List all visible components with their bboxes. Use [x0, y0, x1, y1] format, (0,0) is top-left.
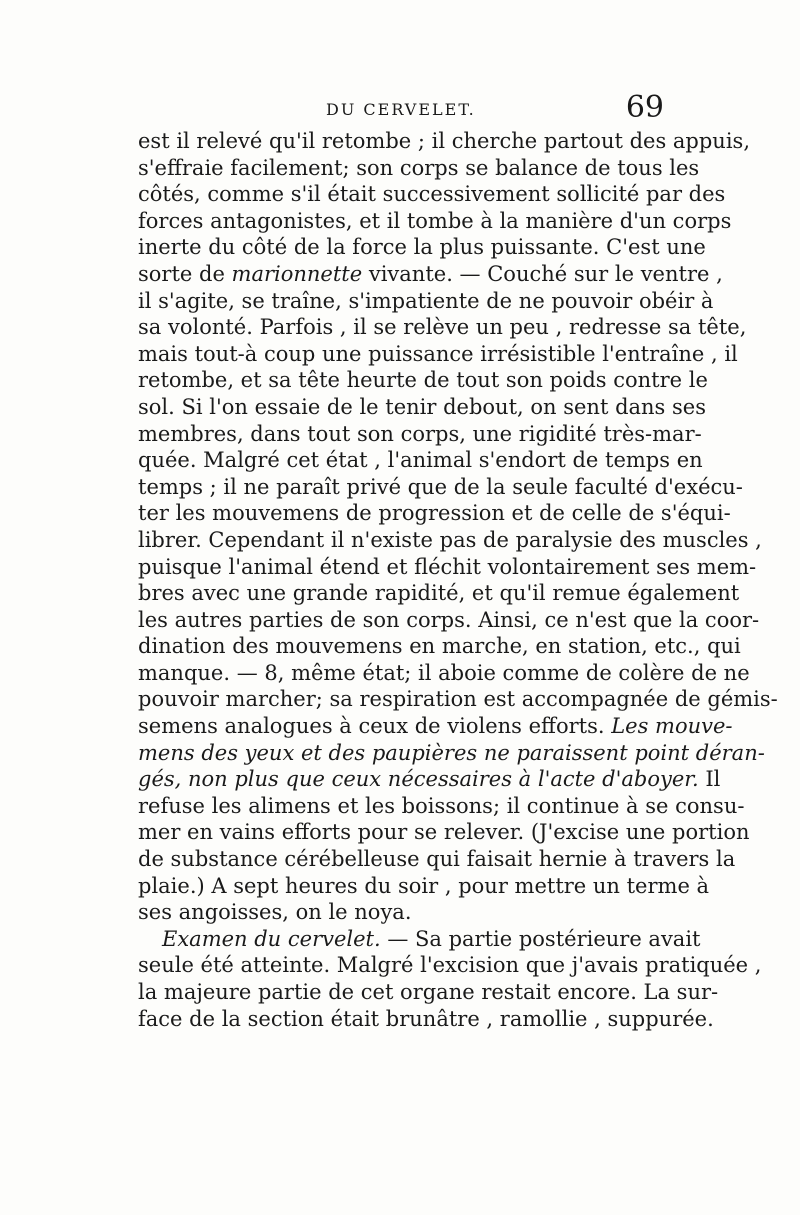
italic-segment: mens des yeux et des paupières ne paraissent point déran-	[138, 740, 765, 765]
text-line: est il relevé qu'il retombe ; il cherche partout des appuis,	[138, 129, 751, 153]
text-segment: — Sa partie postérieure avait	[380, 926, 701, 951]
text-line: plaie.) A sept heures du soir , pour mettre un terme à	[138, 873, 710, 898]
text-line: forces antagonistes, et il tombe à la manière d'un corps	[138, 208, 732, 233]
text-line	[138, 766, 721, 793]
text-line	[138, 926, 701, 953]
text-line: côtés, comme s'il était successivement sollicité par des	[138, 182, 726, 207]
page-header	[136, 90, 664, 126]
text-line: de substance cérébelleuse qui faisait hernie à travers la	[138, 847, 736, 872]
text-line: il s'agite, se traîne, s'impatiente de ne pouvoir obéir à	[138, 288, 714, 313]
italic-segment: marionnette	[231, 261, 363, 286]
text-line: dination des mouvemens en marche, en station, etc., qui	[138, 634, 741, 659]
text-line: seule été atteinte. Malgré l'excision que j'avais pratiquée ,	[138, 953, 762, 978]
text-line: librer. Cependant il n'existe pas de paralysie des muscles ,	[138, 527, 762, 552]
text-line: refuse les alimens et les boissons; il continue à se consu-	[138, 793, 745, 818]
text-segment: vivante. — Couché sur le ventre ,	[362, 261, 723, 286]
text-line: sa volonté. Parfois , il se relève un peu , redresse sa tête,	[138, 315, 747, 340]
italic-segment: Les mouve-	[611, 714, 733, 739]
text-line	[138, 261, 723, 288]
text-line: pouvoir marcher; sa respiration est accompagnée de gémis-	[138, 687, 778, 712]
text-line: la majeure partie de cet organe restait encore. La sur-	[138, 980, 719, 1004]
text-line: s'effraie facilement; son corps se balance de tous les	[138, 155, 700, 180]
text-line: mais tout-à coup une puissance irrésistible l'entraîne , il	[138, 341, 738, 366]
text-line	[138, 740, 765, 767]
running-head: DU CERVELET.	[326, 100, 476, 119]
text-line: puisque l'animal étend et fléchit volontairement ses mem-	[138, 554, 757, 579]
body-text	[138, 128, 778, 1032]
italic-segment: Examen du cervelet.	[162, 926, 381, 951]
text-line: ses angoisses, on le noya.	[138, 900, 412, 925]
italic-segment: gés, non plus que ceux nécessaires à l'acte d'aboyer.	[138, 767, 699, 792]
page-number: 69	[625, 90, 664, 125]
text-line: bres avec une grande rapidité, et qu'il remue également	[138, 581, 740, 606]
text-segment: sorte de	[138, 261, 232, 286]
text-line: retombe, et sa tête heurte de tout son poids contre le	[138, 368, 708, 393]
text-line: les autres parties de son corps. Ainsi, ce n'est que la coor-	[138, 607, 760, 632]
text-segment: semens analogues à ceux de violens efforts.	[138, 714, 612, 739]
text-line: sol. Si l'on essaie de le tenir debout, on sent dans ses	[138, 394, 706, 419]
text-line: inerte du côté de la force la plus puissante. C'est une	[138, 235, 706, 260]
text-line: membres, dans tout son corps, une rigidité très-mar-	[138, 421, 702, 446]
text-line: mer en vains efforts pour se relever. (J'excise une portion	[138, 820, 750, 845]
text-line: quée. Malgré cet état , l'animal s'endort de temps en	[138, 448, 703, 473]
text-line: ter les mouvemens de progression et de celle de s'équi-	[138, 501, 731, 526]
text-line: face de la section était brunâtre , ramollie , suppurée.	[138, 1006, 714, 1031]
text-segment: Il	[698, 767, 721, 792]
text-line: manque. — 8, même état; il aboie comme de colère de ne	[138, 660, 750, 685]
text-line: temps ; il ne paraît privé que de la seule faculté d'exécu-	[138, 474, 743, 499]
text-line	[138, 713, 733, 740]
